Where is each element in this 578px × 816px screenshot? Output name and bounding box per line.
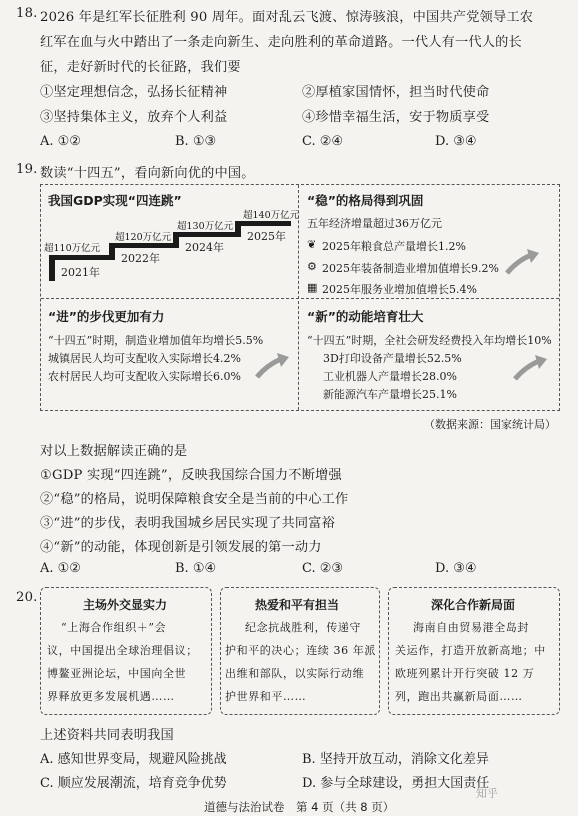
new-line-4: 新能源汽车产量增长25.1% [323, 388, 457, 401]
q19-item-2: ②“稳”的格局，说明保障粮食安全是当前的中心工作 [40, 492, 349, 507]
q20-card-1 [40, 587, 212, 715]
gdp-step-2-value: 超120万亿元 [115, 232, 172, 243]
q19-number: 19. [16, 162, 38, 177]
gdp-step-2-year: 2022年 [121, 252, 160, 265]
q18-item-4: ④珍惜幸福生活，安于物质享受 [302, 110, 490, 125]
new-line-3: 工业机器人产量增长28.0% [323, 370, 457, 383]
q19-item-1: ①GDP 实现“四连跳”，反映我国综合国力不断增强 [40, 468, 342, 483]
q18-option-b[interactable]: B. ①③ [175, 134, 217, 149]
card-1-line-2: 议，中国提出全球治理倡议； [47, 644, 198, 657]
q20-card-2 [220, 587, 380, 715]
progress-title: “进”的步伐更加有力 [48, 309, 165, 324]
q18-number: 18. [16, 6, 38, 21]
progress-line-2: 城镇居民人均可支配收入实际增长4.2% [48, 352, 241, 365]
gdp-stair-tread-4 [235, 221, 291, 226]
q19-option-d[interactable]: D. ③④ [435, 561, 477, 576]
stable-line-4: 2025年服务业增加值增长5.4% [322, 283, 477, 296]
q20-option-c[interactable]: C. 顺应发展潮流，培育竞争优势 [40, 776, 227, 791]
q18-item-2: ②厚植家国情怀，担当时代使命 [302, 85, 490, 100]
card-2-line-3: 出维和部队，以实际行动维 [225, 667, 365, 680]
q18-item-1: ①坚定理想信念，弘扬长征精神 [40, 85, 228, 100]
card-3-title: 深化合作新局面 [431, 598, 516, 612]
q20-option-a[interactable]: A. 感知世界变局，规避风险挑战 [40, 752, 227, 767]
gdp-step-4-year: 2025年 [247, 230, 286, 243]
gdp-title: 我国GDP实现“四连跳” [48, 193, 182, 208]
new-title: “新”的动能培育壮大 [307, 309, 424, 324]
q19-option-c[interactable]: C. ②③ [302, 561, 344, 576]
trend-arrow-icon [503, 247, 541, 277]
card-2-line-2: 护和平的决心；连续 36 年派 [225, 644, 376, 657]
grain-icon: ❦ [307, 238, 317, 251]
page-footer: 道德与法治试卷 第 4 页（共 8 页） [204, 800, 395, 814]
card-3-line-3: 欧班列累计开行突破 12 万 [395, 667, 535, 680]
q20-prompt: 上述资料共同表明我国 [40, 728, 174, 743]
q18-stem-line-3: 征，走好新时代的长征路，我们要 [40, 60, 241, 75]
q19-stem: 数读“十四五”，看向新向优的中国。 [40, 166, 255, 181]
q20-option-b[interactable]: B. 坚持开放互动，消除文化差异 [302, 752, 489, 767]
q19-item-4: ④“新”的动能，体现创新是引领发展的第一动力 [40, 540, 322, 555]
q20-option-d[interactable]: D. 参与全球建设，勇担大国责任 [302, 776, 490, 791]
q18-stem-line-2: 红军在血与火中踏出了一条走向新生、走向胜利的革命道路。一代人有一代人的长 [40, 35, 522, 50]
building-icon: ▦ [307, 281, 318, 294]
gdp-step-3-value: 超130万亿元 [177, 221, 234, 232]
card-1-line-1: “上海合作组织＋”会 [61, 621, 167, 634]
card-3-line-4: 列，跑出共赢新局面…… [395, 690, 523, 703]
card-3-line-1: 海南自由贸易港全岛封 [413, 621, 529, 634]
q20-number: 20. [16, 590, 38, 605]
card-1-title: 主场外交显实力 [83, 598, 168, 612]
new-line-2: 3D打印设备产量增长52.5% [323, 352, 462, 365]
stable-line-2: 2025年粮食总产量增长1.2% [322, 240, 466, 253]
new-line-1: “十四五”时期，全社会研发经费投入年均增长10% [307, 334, 552, 347]
q19-prompt: 对以上数据解读正确的是 [40, 444, 188, 459]
stable-line-1: 五年经济增量超过36万亿元 [307, 217, 442, 230]
gdp-step-4-value: 超140万亿元 [243, 210, 300, 221]
gdp-step-3-year: 2024年 [185, 241, 224, 254]
trend-arrow-icon [253, 351, 291, 381]
gdp-step-1-value: 超110万亿元 [44, 243, 101, 254]
trend-arrow-icon [511, 353, 549, 383]
watermark: 知乎 [476, 787, 498, 800]
gdp-step-1-year: 2021年 [61, 266, 100, 279]
q19-data-panel [40, 184, 560, 411]
q19-option-a[interactable]: A. ①② [40, 561, 81, 576]
gdp-stair-tread-1 [49, 255, 109, 260]
panel-divider-horizontal [41, 298, 559, 299]
gdp-stair-tread-2 [109, 243, 173, 248]
card-1-line-3: 博鳌亚洲论坛，中国向全世 [47, 667, 187, 680]
q19-item-3: ③“进”的步伐，表明我国城乡居民实现了共同富裕 [40, 516, 336, 531]
q18-item-3: ③坚持集体主义，放弃个人利益 [40, 110, 228, 125]
q18-option-c[interactable]: C. ②④ [302, 134, 344, 149]
gdp-stair-tread-3 [173, 232, 235, 237]
q18-option-d[interactable]: D. ③④ [435, 134, 477, 149]
q18-option-a[interactable]: A. ①② [40, 134, 81, 149]
card-3-line-2: 关运作，打造开放新高地；中 [395, 644, 546, 657]
q20-card-3 [388, 587, 560, 715]
card-1-line-4: 界释放更多发展机遇…… [47, 690, 175, 703]
card-2-line-1: 纪念抗战胜利，传递守 [245, 621, 361, 634]
q18-stem-line-1: 2026 年是红军长征胜利 90 周年。面对乱云飞渡、惊涛骇浪，中国共产党领导工农 [40, 10, 534, 25]
stable-line-3: 2025年装备制造业增加值增长9.2% [322, 262, 499, 275]
card-2-line-4: 护世界和平…… [225, 690, 307, 703]
data-source: （数据来源：国家统计局） [424, 418, 556, 431]
progress-line-1: “十四五”时期，制造业增加值年均增长5.5% [48, 334, 264, 347]
stable-title: “稳”的格局得到巩固 [307, 193, 424, 208]
q19-option-b[interactable]: B. ①④ [175, 561, 217, 576]
gear-icon: ⚙ [307, 260, 317, 273]
progress-line-3: 农村居民人均可支配收入实际增长6.0% [48, 370, 241, 383]
card-2-title: 热爱和平有担当 [255, 598, 340, 612]
